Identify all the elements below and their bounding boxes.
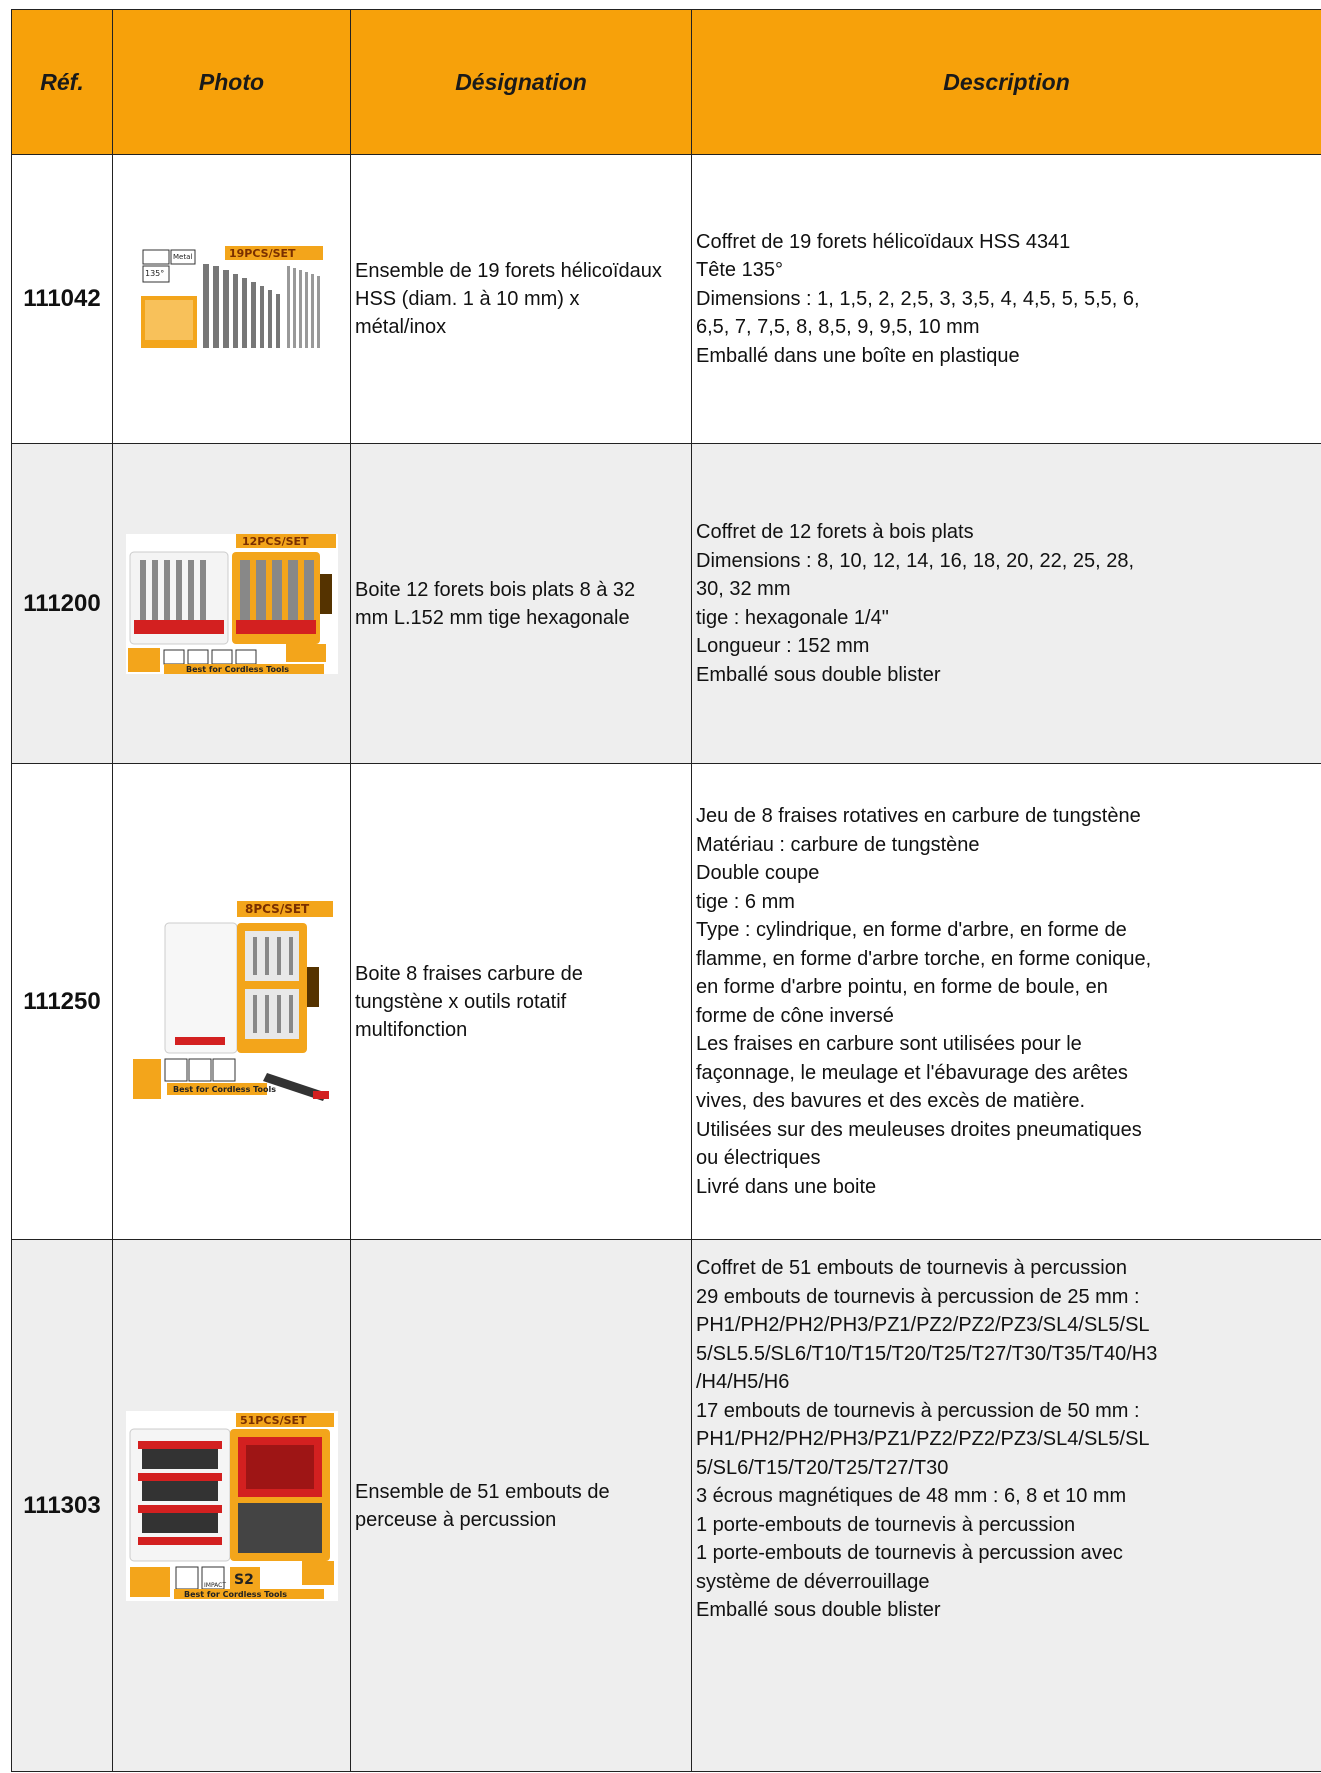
table-row <box>12 444 1321 764</box>
photo-cell <box>113 444 351 764</box>
header-photo: Photo <box>113 10 351 155</box>
drill-bit-set-image <box>137 244 327 354</box>
table-row <box>12 1240 1321 1772</box>
svg-text:Best for Cordless Tools: Best for Cordless Tools <box>183 1589 287 1599</box>
svg-text:8PCS/SET: 8PCS/SET <box>244 901 309 916</box>
svg-text:Best for Cordless Tools: Best for Cordless Tools <box>185 664 289 674</box>
description-cell: Coffret de 51 embouts de tournevis à percussion 29 embouts de tournevis à percussion de 25 mm : PH1/PH2/PH2/PH3/PZ1/PZ2/PZ2/PZ3/SL4/SL5/SL 5/SL5.5/SL6/T10/T15/T20/T25/T27/T30/T35/T40/H3 /H4/H5/H6 17 embouts de tournevis à percussion de 50 mm : PH1/PH2/PH2/PH3/PZ1/PZ2/PZ2/PZ3/SL4/SL5/SL 5/SL6/T15/T20/T25/T27/T30 3 écrous magnétiques de 48 mm : 6, 8 et 10 mm 1 porte-embouts de tournevis à percussion 1 porte-embouts de tournevis à percussion avec système de déverrouillage Emballé sous double blister <box>692 1240 1321 1772</box>
designation-cell: Boite 12 forets bois plats 8 à 32 mm L.152 mm tige hexagonale <box>351 444 692 764</box>
header-ref: Réf. <box>12 10 113 155</box>
photo-cell <box>113 1240 351 1772</box>
designation-cell: Boite 8 fraises carbure de tungstène x outils rotatif multifonction <box>351 764 692 1240</box>
header-description: Description <box>692 10 1321 155</box>
svg-text:Metal: Metal <box>172 253 192 261</box>
svg-text:IMPACT: IMPACT <box>203 1581 226 1589</box>
svg-text:19PCS/SET: 19PCS/SET <box>228 247 296 260</box>
table-row <box>12 155 1321 444</box>
svg-text:Best for Cordless Tools: Best for Cordless Tools <box>172 1084 276 1094</box>
svg-text:51PCS/SET: 51PCS/SET <box>239 1413 307 1427</box>
wood-bit-set-image <box>126 534 338 674</box>
description-cell: Jeu de 8 fraises rotatives en carbure de tungstène Matériau : carbure de tungstène Double coupe tige : 6 mm Type : cylindrique, en forme d'arbre, en forme de flamme, en forme d'arbre torche, en forme conique, en forme d'arbre pointu, en forme de boule, en forme de cône inversé Les fraises en carbure sont utilisées pour le façonnage, le meulage et l'ébavurage des arêtes vives, des bavures et des excès de matière. Utilisées sur des meuleuses droites pneumatiques ou électriques Livré dans une boite <box>692 764 1321 1240</box>
description-cell: Coffret de 12 forets à bois plats Dimensions : 8, 10, 12, 14, 16, 18, 20, 22, 25, 28, 30, 32 mm tige : hexagonale 1/4" Longueur : 152 mm Emballé sous double blister <box>692 444 1321 764</box>
product-table <box>11 9 1321 1772</box>
svg-text:S2: S2 <box>233 1571 254 1588</box>
header-row <box>12 10 1321 155</box>
impact-bit-set-image <box>126 1411 338 1601</box>
svg-text:135°: 135° <box>144 269 164 278</box>
photo-cell <box>113 155 351 444</box>
designation-cell: Ensemble de 19 forets hélicoïdaux HSS (diam. 1 à 10 mm) x métal/inox <box>351 155 692 444</box>
ref-cell: 111303 <box>12 1240 113 1772</box>
ref-cell: 111200 <box>12 444 113 764</box>
svg-text:12PCS/SET: 12PCS/SET <box>241 534 309 548</box>
photo-cell <box>113 764 351 1240</box>
header-designation: Désignation <box>351 10 692 155</box>
designation-cell: Ensemble de 51 embouts de perceuse à percussion <box>351 1240 692 1772</box>
carbide-burr-set-image <box>127 897 337 1107</box>
ref-cell: 111042 <box>12 155 113 444</box>
ref-cell: 111250 <box>12 764 113 1240</box>
table-row <box>12 764 1321 1240</box>
description-cell: Coffret de 19 forets hélicoïdaux HSS 4341 Tête 135° Dimensions : 1, 1,5, 2, 2,5, 3, 3,5, 4, 4,5, 5, 5,5, 6, 6,5, 7, 7,5, 8, 8,5, 9, 9,5, 10 mm Emballé dans une boîte en plastique <box>692 155 1321 444</box>
